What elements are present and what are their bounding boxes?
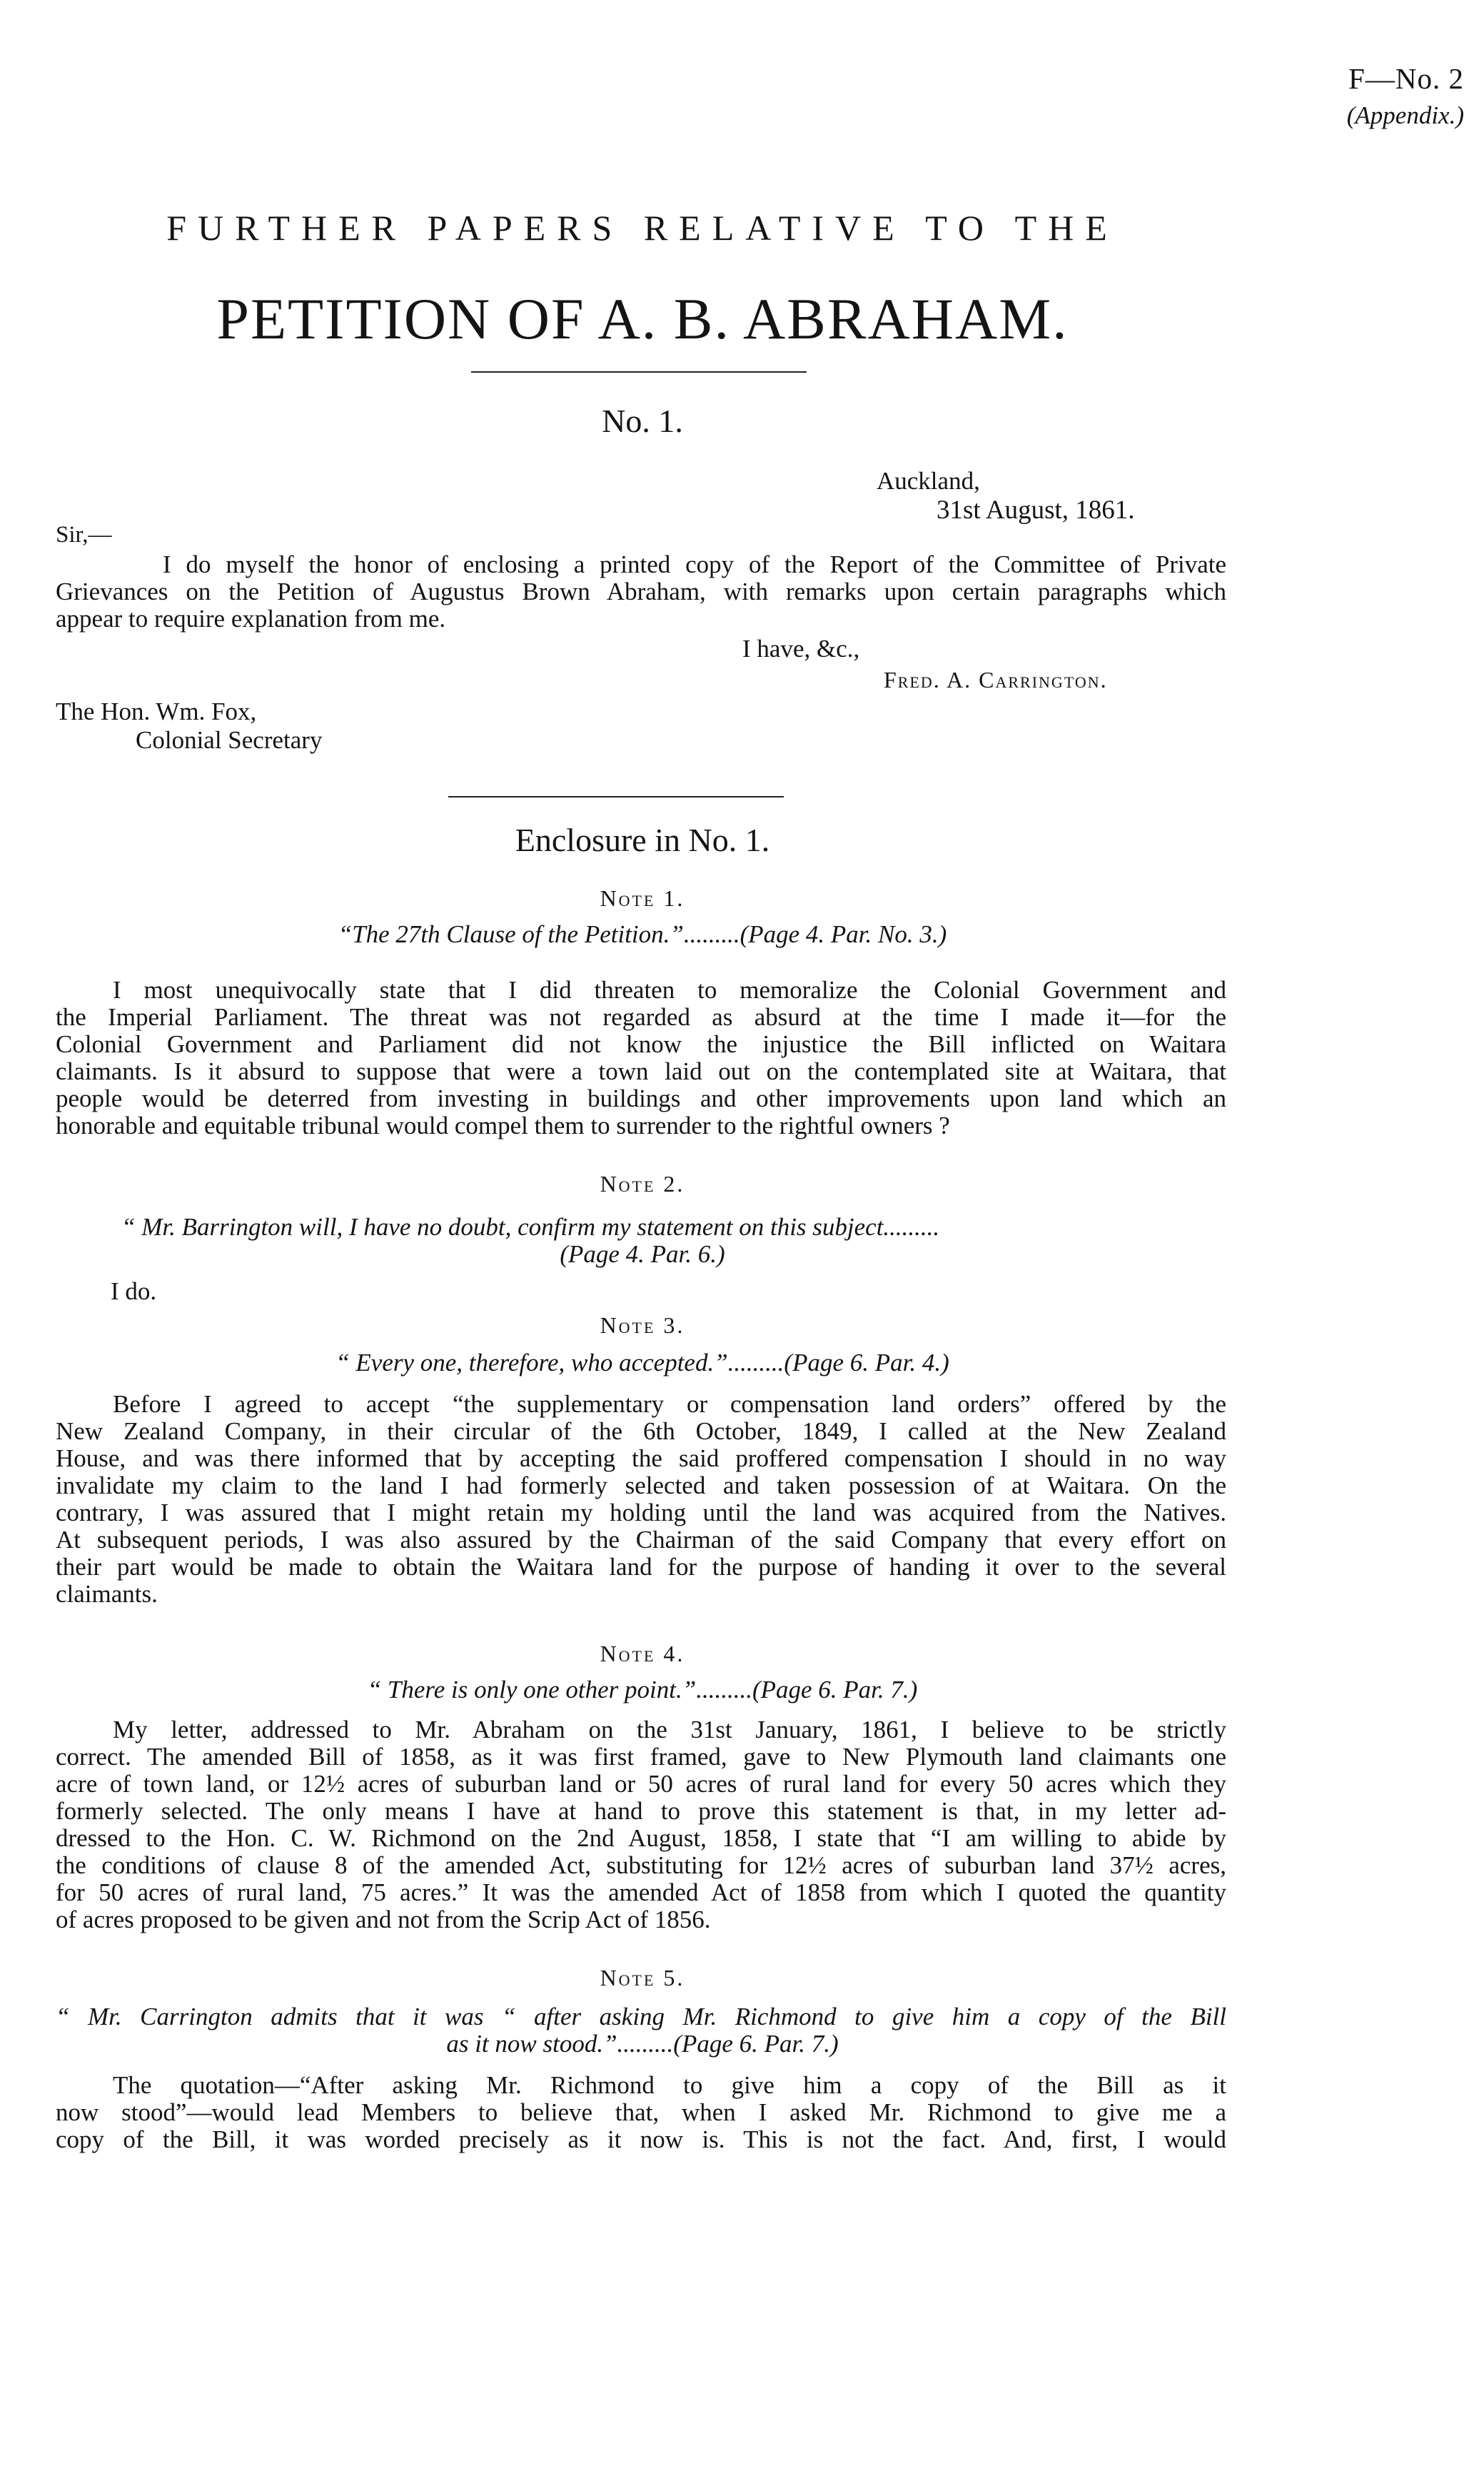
- note-5-line-3: copy of the Bill, it was worded precisely as it now is. This is not the fact. And, first, I would: [56, 2125, 1226, 2153]
- note-3-line-3: House, and was there informed that by accepting the said proffered compensation I should in no way: [56, 1444, 1226, 1472]
- title-line-2: PETITION OF A. B. ABRAHAM.: [216, 286, 1069, 351]
- letter-number: No. 1.: [602, 403, 683, 439]
- note-1-heading: Note 1.: [600, 885, 685, 911]
- note-1-line-6: honorable and equitable tribunal would compel them to surrender to the rightful owners ?: [56, 1112, 950, 1139]
- note-5-line-1: The quotation—“After asking Mr. Richmond to give him a copy of the Bill as it: [113, 2071, 1226, 2099]
- note-3-line-1: Before I agreed to accept “the supplementary or compensation land orders” offered by the: [113, 1390, 1226, 1418]
- note-3-heading: Note 3.: [600, 1312, 685, 1338]
- note-4-line-6: the conditions of clause 8 of the amended Act, substituting for 12½ acres of suburban land 37½ acres,: [56, 1851, 1226, 1879]
- note-2-quote-line-2: (Page 4. Par. 6.): [560, 1240, 725, 1268]
- note-4-line-1: My letter, addressed to Mr. Abraham on the 31st January, 1861, I believe to be strictly: [113, 1716, 1226, 1743]
- addressee-line-2: Colonial Secretary: [136, 726, 323, 754]
- note-5-line-2: now stood”—would lead Members to believe that, when I asked Mr. Richmond to give me a: [56, 2098, 1226, 2126]
- note-3-line-2: New Zealand Company, in their circular of the 6th October, 1849, I called at the New Zealand: [56, 1417, 1226, 1445]
- note-3-line-8: claimants.: [56, 1580, 158, 1608]
- appendix-label: (Appendix.): [1346, 101, 1464, 129]
- note-3-line-7: their part would be made to obtain the Waitara land for the purpose of handing it over to the several: [56, 1553, 1226, 1581]
- enclosure-title: Enclosure in No. 1.: [515, 822, 770, 858]
- page-reference: [1347, 60, 1464, 134]
- letter-date: 31st August, 1861.: [937, 495, 1135, 525]
- note-5-quote-line-2: as it now stood.”.........(Page 6. Par. 7.): [446, 2030, 839, 2058]
- title-line-1: FURTHER PAPERS RELATIVE TO THE: [166, 208, 1119, 248]
- letter-body-line-2: Grievances on the Petition of Augustus Brown Abraham, with remarks upon certain paragraphs which: [56, 578, 1226, 605]
- note-4-line-8: of acres proposed to be given and not from the Scrip Act of 1856.: [56, 1906, 711, 1933]
- note-2-heading: Note 2.: [600, 1171, 685, 1197]
- note-4-heading: Note 4.: [600, 1641, 685, 1666]
- note-3-line-4: invalidate my claim to the land I had formerly selected and taken possession of at Waitara. On the: [56, 1471, 1226, 1499]
- letter-salutation: Sir,—: [56, 522, 112, 548]
- addressee-line-1: The Hon. Wm. Fox,: [56, 698, 257, 725]
- note-1-line-1: I most unequivocally state that I did threaten to memoralize the Colonial Government and: [113, 976, 1226, 1004]
- note-4-quote: “ There is only one other point.”.........(Page 6. Par. 7.): [367, 1676, 918, 1703]
- note-2-quote-line-1: “ Mr. Barrington will, I have no doubt, confirm my statement on this subject.........: [121, 1213, 940, 1241]
- note-4-line-3: acre of town land, or 12½ acres of suburban land or 50 acres of rural land for every 50 acres which they: [56, 1770, 1226, 1798]
- note-4-line-5: dressed to the Hon. C. W. Richmond on the 2nd August, 1858, I state that “I am willing to abide by: [56, 1824, 1226, 1852]
- note-3-line-5: contrary, I was assured that I might retain my holding until the land was acquired from the Natives.: [56, 1499, 1226, 1526]
- note-1-line-3: Colonial Government and Parliament did not know the injustice the Bill inflicted on Waitara: [56, 1030, 1226, 1058]
- title-rule: [471, 371, 807, 373]
- note-1-line-4: claimants. Is it absurd to suppose that were a town laid out on the contemplated site at Waitara, that: [56, 1057, 1226, 1085]
- letter-closing: I have, &c.,: [742, 635, 860, 663]
- note-3-quote: “ Every one, therefore, who accepted.”.........(Page 6. Par. 4.): [335, 1349, 949, 1377]
- letter-signature: Fred. A. Carrington.: [884, 667, 1108, 693]
- letter-body-line-1: I do myself the honor of enclosing a printed copy of the Report of the Committee of Private: [163, 550, 1226, 578]
- note-4-line-4: formerly selected. The only means I have at hand to prove this statement is that, in my letter ad-: [56, 1797, 1226, 1825]
- note-4-line-7: for 50 acres of rural land, 75 acres.” It was the amended Act of 1858 from which I quoted the quantity: [56, 1878, 1226, 1906]
- note-1-quote: “The 27th Clause of the Petition.”.........(Page 4. Par. No. 3.): [338, 920, 947, 948]
- section-rule: [448, 796, 784, 797]
- note-4-line-2: correct. The amended Bill of 1858, as it was first framed, gave to New Plymouth land claimants one: [56, 1743, 1226, 1771]
- note-3-line-6: At subsequent periods, I was also assured by the Chairman of the said Company that every effort on: [56, 1526, 1226, 1554]
- reference-code: F—No. 2: [1348, 62, 1464, 95]
- note-1-line-2: the Imperial Parliament. The threat was not regarded as absurd at the time I made it—for the: [56, 1003, 1226, 1031]
- note-2-line-1: I do.: [111, 1277, 157, 1305]
- letter-place: Auckland,: [877, 467, 980, 495]
- note-1-line-5: people would be deterred from investing in buildings and other improvements upon land which an: [56, 1084, 1226, 1112]
- letter-body-line-3: appear to require explanation from me.: [56, 605, 446, 633]
- note-5-quote-line-1: “ Mr. Carrington admits that it was “ after asking Mr. Richmond to give him a copy of the Bill: [56, 2003, 1226, 2030]
- note-5-heading: Note 5.: [600, 1965, 685, 1991]
